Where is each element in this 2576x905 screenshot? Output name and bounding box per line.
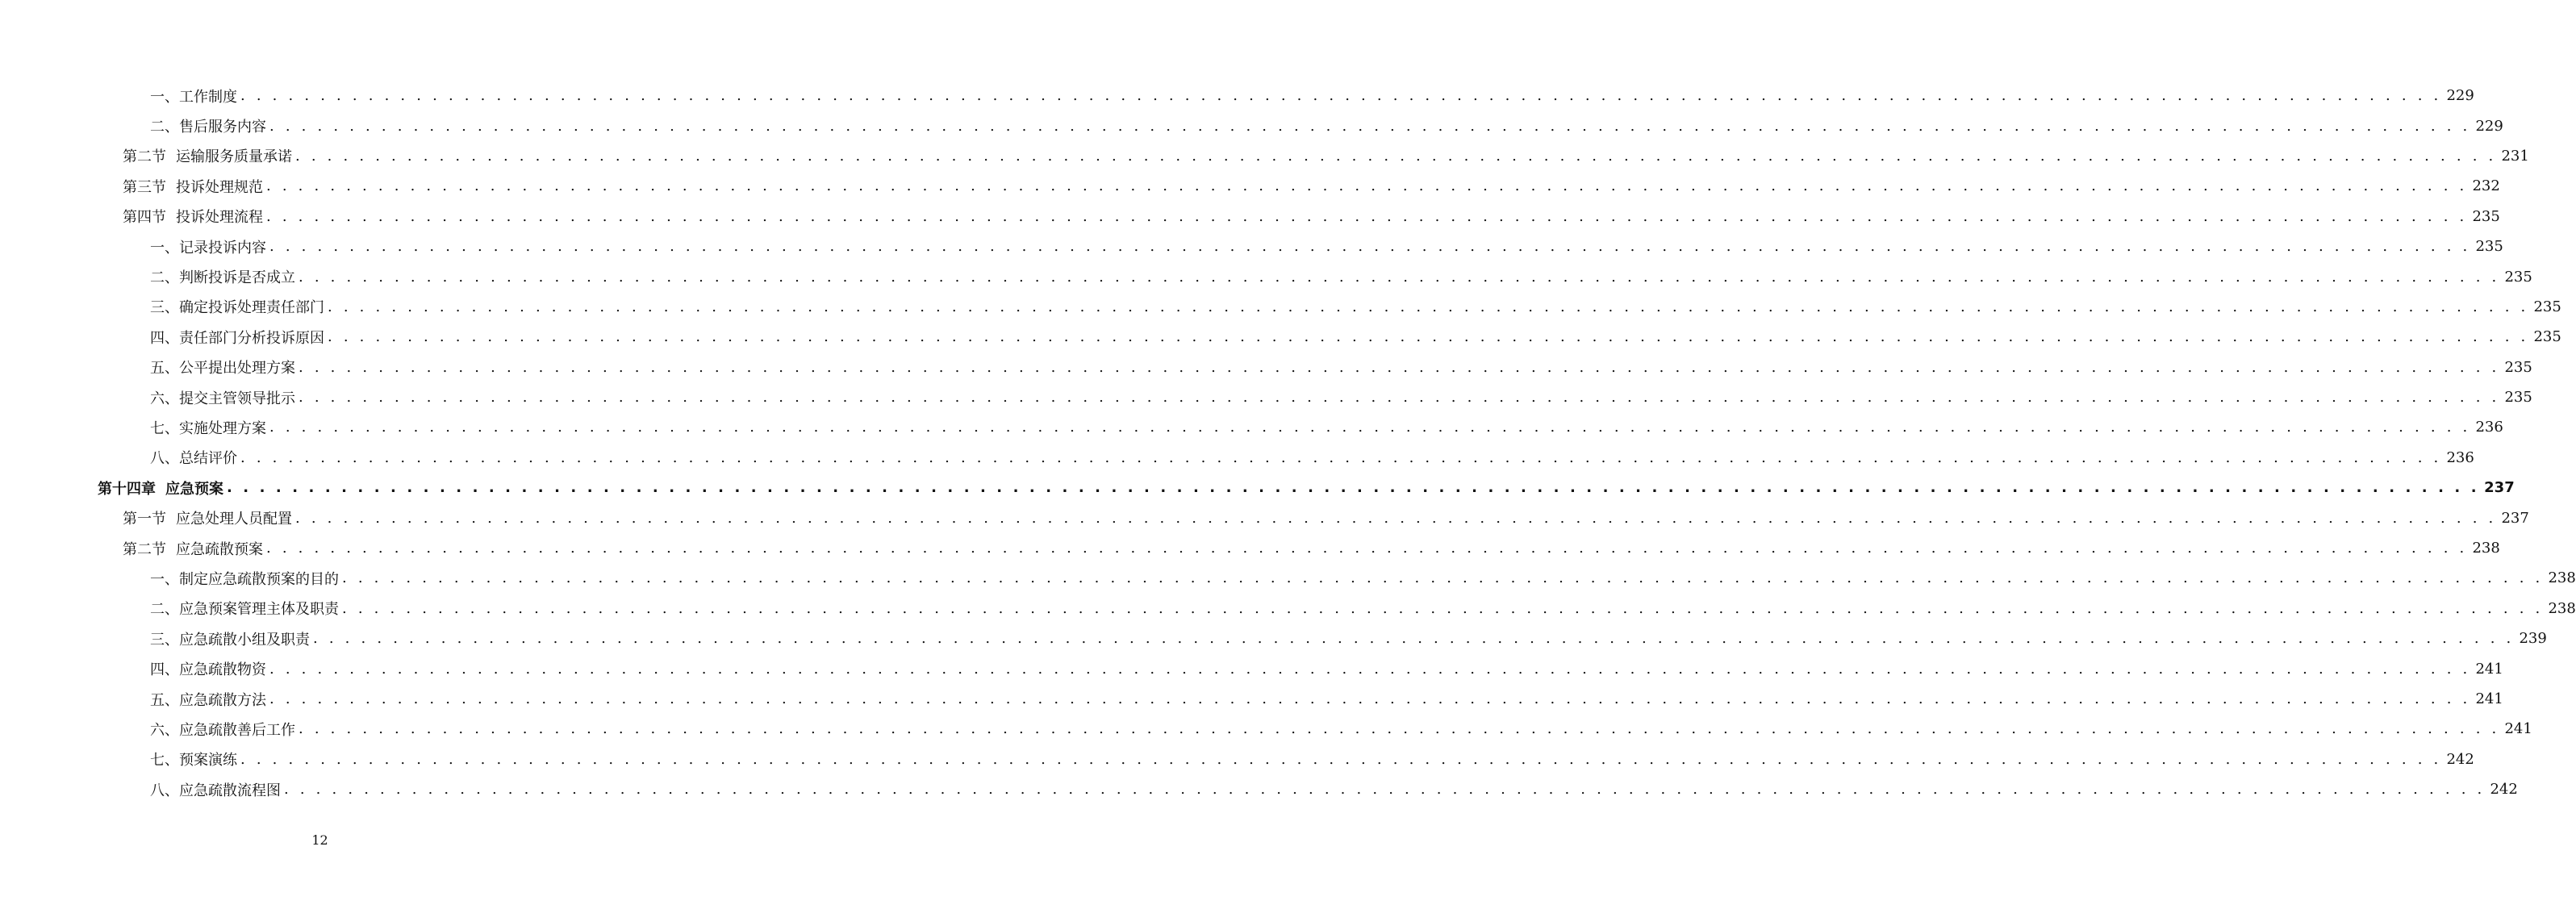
toc-entry-page: 235 (2504, 268, 2532, 286)
toc-entry-text: 六、提交主管领导批示 (150, 390, 295, 407)
toc-entry-item[interactable] (0, 653, 2503, 683)
toc-entry-page: 241 (2475, 690, 2503, 707)
dot-leader: . . . . . . . . . . . . . . . . . . . . . . . . . . . . . . . . . . . . . . . . . . . . . . . . . . . . . . . . . . . . . . . . . . . . . . . . . . . . . . . . . . . . . . . . . . . . . . . . . . . . . . . . . . . . . . . . . . . . . . . . . . . . . . . . . . . . . . . . . . (266, 540, 2468, 557)
toc-entry-title (150, 236, 266, 257)
toc-entry-title (150, 266, 295, 287)
toc-entry-page: 241 (2504, 720, 2532, 738)
dot-leader: . . . . . . . . . . . . . . . . . . . . . . . . . . . . . . . . . . . . . . . . . . . . . . . . . . . . . . . . . . . . . . . . . . . . . . . . . . . . . . . . . . . . . . . . . . . . . . . . . . . . . . . . . . . . . . . . . . . . . . . . . . . . . . . . . . . . . . . . . . (299, 358, 2500, 376)
toc-entry-label: 第二节 (123, 540, 166, 558)
toc-entry-title (123, 145, 292, 166)
toc-entry-page: 239 (2519, 630, 2547, 648)
dot-leader: . . . . . . . . . . . . . . . . . . . . . . . . . . . . . . . . . . . . . . . . . . . . . . . . . . . . . . . . . . . . . . . . . . . . . . . . . . . . . . . . . . . . . . . . . . . . . . . . . . . . . . . . . . . . . . . . . . . . . . . . . . . . . . . . . . . . . . . . . . (342, 569, 2544, 587)
toc-entry-title (150, 598, 339, 619)
toc-entry-title (98, 478, 223, 498)
toc-entry-title (150, 749, 237, 769)
dot-leader: . . . . . . . . . . . . . . . . . . . . . . . . . . . . . . . . . . . . . . . . . . . . . . . . . . . . . . . . . . . . . . . . . . . . . . . . . . . . . . . . . . . . . . . . . . . . . . . . . . . . . . . . . . . . . . . . . . . . . . . . . . . . . . . . . . . . . . . . . . (299, 720, 2500, 738)
toc-entry-page: 237 (2484, 479, 2515, 497)
toc-entry-title (123, 206, 263, 227)
toc-entry-text: 二、判断投诉是否成立 (150, 269, 295, 287)
toc-entry-section[interactable] (0, 141, 2529, 171)
dot-leader: . . . . . . . . . . . . . . . . . . . . . . . . . . . . . . . . . . . . . . . . . . . . . . . . . . . . . . . . . . . . . . . . . . . . . . . . . . . . . . . . . . . . . . . . . . . . . . . . . . . . . . . . . . . . . . . . . . . . . . . . . . . . . . . . . . . . . . . . . . (269, 238, 2471, 256)
toc-entry-text: 一、制定应急疏散预案的目的 (150, 570, 339, 588)
toc-entry-title (150, 568, 339, 589)
toc-entry-title (150, 447, 237, 468)
toc-entry-text: 七、实施处理方案 (150, 419, 266, 437)
toc-entry-text: 五、公平提出处理方案 (150, 360, 295, 377)
toc-entry-text: 四、责任部门分析投诉原因 (150, 329, 324, 347)
toc-entry-page: 232 (2472, 177, 2500, 195)
toc-entry-page: 237 (2501, 509, 2529, 527)
toc-entry-title (150, 357, 295, 377)
dot-leader: . . . . . . . . . . . . . . . . . . . . . . . . . . . . . . . . . . . . . . . . . . . . . . . . . . . . . . . . . . . . . . . . . . . . . . . . . . . . . . . . . . . . . . . . . . . . . . . . . . . . . . . . . . . . . . . . . . . . . . . . . . . . . . . . . . . . . . . . . . (266, 207, 2468, 225)
toc-entry-section[interactable] (0, 533, 2500, 563)
toc-entry-page: 231 (2501, 147, 2529, 165)
toc-entry-title (150, 417, 266, 438)
toc-entry-section[interactable] (0, 503, 2529, 532)
toc-entry-text: 一、记录投诉内容 (150, 239, 266, 256)
toc-entry-item[interactable] (0, 261, 2532, 291)
toc-entry-section[interactable] (0, 202, 2500, 231)
toc-entry-page: 235 (2504, 389, 2532, 407)
toc-entry-item[interactable] (0, 292, 2561, 322)
toc-entry-title (150, 115, 266, 136)
toc-entry-title (150, 689, 266, 710)
toc-entry-text: 五、应急疏散方法 (150, 691, 266, 709)
toc-entry-text: 投诉处理流程 (176, 209, 263, 227)
toc-entry-text: 三、应急疏散小组及职责 (150, 631, 310, 649)
dot-leader: . . . . . . . . . . . . . . . . . . . . . . . . . . . . . . . . . . . . . . . . . . . . . . . . . . . . . . . . . . . . . . . . . . . . . . . . . . . . . . . . . . . . . . . . . . . . . . . . . . . . . . . . . . . . . . . . . . . . . . . . . . . . . . . . . . . . . . . . . . (299, 389, 2500, 407)
toc-entry-page: 242 (2446, 750, 2474, 768)
toc-entry-text: 六、应急疏散善后工作 (150, 721, 295, 739)
dot-leader: . . . . . . . . . . . . . . . . . . . . . . . . . . . . . . . . . . . . . . . . . . . . . . . . . . . . . . . . . . . . . . . . . . . . . . . . . . . . . . . . . . . . . . . . . . . . . . . . . . . . . . . . . . . . . . . . . . . . . . . . . . . . . . . . . . . . . . . . . . (284, 781, 2486, 799)
page-number: 12 (311, 832, 328, 848)
dot-leader: . . . . . . . . . . . . . . . . . . . . . . . . . . . . . . . . . . . . . . . . . . . . . . . . . . . . . . . . . . . . . . . . . . . . . . . . . . . . . . . . . . . . . . . . . . . . . . . . . . . . . . . . . . . . . . . . . . . . . . . . . . . . . . . . . . . . . . . . . . (328, 298, 2529, 315)
toc-entry-title (150, 628, 310, 649)
toc-entry-text: 应急处理人员配置 (176, 511, 292, 528)
dot-leader: . . . . . . . . . . . . . . . . . . . . . . . . . . . . . . . . . . . . . . . . . . . . . . . . . . . . . . . . . . . . . . . . . . . . . . . . . . . . . . . . . . . . . . . . . . . . . . . . . . . . . . . . . . . . . . . . . . . . . . . . . . . . . . . . . . . . . . . . . . (313, 630, 2515, 648)
toc-entry-title (150, 779, 281, 800)
toc-entry-title (150, 85, 237, 106)
toc-entry-item[interactable] (0, 594, 2576, 623)
toc-entry-item[interactable] (0, 352, 2532, 382)
toc-entry-page: 241 (2475, 660, 2503, 678)
toc-entry-page: 235 (2533, 328, 2561, 346)
dot-leader: . . . . . . . . . . . . . . . . . . . . . . . . . . . . . . . . . . . . . . . . . . . . . . . . . . . . . . . . . . . . . . . . . . . . . . . . . . . . . . . . . . . . . . . . . . . . . . . . . . . . . . . . . . . . . . . . . . . . . . . . . . . . . . . . . . . . . . . . . . (269, 419, 2471, 436)
toc-entry-item[interactable] (0, 111, 2503, 140)
dot-leader: . . . . . . . . . . . . . . . . . . . . . . . . . . . . . . . . . . . . . . . . . . . . . . . . . . . . . . . . . . . . . . . . . . . . . . . . . . . . . . . . . . . . . . . . . . . . . . . . . . . . . . . . . . . . . . . . . . . . . . . . . . . . . . . . . . . . . . . . . . (328, 328, 2529, 346)
toc-entry-text: 八、总结评价 (150, 450, 237, 468)
toc-entry-text: 一、工作制度 (150, 88, 237, 106)
toc-entry-text: 运输服务质量承诺 (176, 148, 292, 166)
toc-entry-label: 第四节 (123, 209, 166, 227)
toc-entry-chapter[interactable] (0, 473, 2515, 503)
toc-entry-page: 238 (2472, 540, 2500, 557)
toc-entry-item[interactable] (0, 623, 2547, 653)
toc-entry-title (123, 538, 263, 559)
toc-entry-page: 229 (2475, 117, 2503, 135)
toc-entry-label: 第十四章 (98, 480, 156, 498)
toc-entry-text: 四、应急疏散物资 (150, 661, 266, 679)
table-of-contents (0, 81, 2576, 804)
toc-entry-text: 七、预案演练 (150, 752, 237, 769)
toc-entry-label: 第一节 (123, 511, 166, 528)
toc-entry-section[interactable] (0, 171, 2500, 201)
toc-entry-text: 投诉处理规范 (176, 178, 263, 196)
toc-entry-title (150, 658, 266, 679)
toc-entry-text: 应急疏散预案 (176, 540, 263, 558)
toc-entry-item[interactable] (0, 684, 2503, 714)
toc-entry-page: 229 (2446, 87, 2474, 105)
dot-leader: . . . . . . . . . . . . . . . . . . . . . . . . . . . . . . . . . . . . . . . . . . . . . . . . . . . . . . . . . . . . . . . . . . . . . . . . . . . . . . . . . . . . . . . . . . . . . . . . . . . . . . . . . . . . . . . . . . . . . . . . . . . . . . . . . . . . . . . . . . (227, 479, 2480, 497)
toc-entry-label: 第二节 (123, 148, 166, 166)
toc-entry-page: 235 (2533, 298, 2561, 315)
toc-entry-item[interactable] (0, 382, 2532, 412)
toc-entry-item[interactable] (0, 81, 2474, 111)
toc-entry-text: 应急预案 (165, 480, 223, 498)
dot-leader: . . . . . . . . . . . . . . . . . . . . . . . . . . . . . . . . . . . . . . . . . . . . . . . . . . . . . . . . . . . . . . . . . . . . . . . . . . . . . . . . . . . . . . . . . . . . . . . . . . . . . . . . . . . . . . . . . . . . . . . . . . . . . . . . . . . . . . . . . . (240, 87, 2442, 105)
dot-leader: . . . . . . . . . . . . . . . . . . . . . . . . . . . . . . . . . . . . . . . . . . . . . . . . . . . . . . . . . . . . . . . . . . . . . . . . . . . . . . . . . . . . . . . . . . . . . . . . . . . . . . . . . . . . . . . . . . . . . . . . . . . . . . . . . . . . . . . . . . (266, 177, 2468, 195)
toc-entry-page: 235 (2472, 207, 2500, 225)
toc-entry-page: 236 (2446, 448, 2474, 466)
dot-leader: . . . . . . . . . . . . . . . . . . . . . . . . . . . . . . . . . . . . . . . . . . . . . . . . . . . . . . . . . . . . . . . . . . . . . . . . . . . . . . . . . . . . . . . . . . . . . . . . . . . . . . . . . . . . . . . . . . . . . . . . . . . . . . . . . . . . . . . . . . (269, 690, 2471, 707)
toc-entry-item[interactable] (0, 412, 2503, 442)
toc-entry-page: 235 (2504, 358, 2532, 376)
toc-entry-page: 242 (2490, 781, 2518, 799)
toc-entry-title (150, 327, 324, 348)
dot-leader: . . . . . . . . . . . . . . . . . . . . . . . . . . . . . . . . . . . . . . . . . . . . . . . . . . . . . . . . . . . . . . . . . . . . . . . . . . . . . . . . . . . . . . . . . . . . . . . . . . . . . . . . . . . . . . . . . . . . . . . . . . . . . . . . . . . . . . . . . . (269, 660, 2471, 678)
toc-entry-title (150, 387, 295, 408)
toc-entry-title (123, 507, 292, 528)
toc-entry-item[interactable] (0, 744, 2474, 774)
toc-entry-item[interactable] (0, 322, 2561, 352)
dot-leader: . . . . . . . . . . . . . . . . . . . . . . . . . . . . . . . . . . . . . . . . . . . . . . . . . . . . . . . . . . . . . . . . . . . . . . . . . . . . . . . . . . . . . . . . . . . . . . . . . . . . . . . . . . . . . . . . . . . . . . . . . . . . . . . . . . . . . . . . . . (299, 268, 2500, 286)
toc-entry-page: 236 (2475, 419, 2503, 436)
toc-entry-page: 235 (2475, 238, 2503, 256)
toc-entry-text: 二、应急预案管理主体及职责 (150, 601, 339, 619)
toc-entry-text: 二、售后服务内容 (150, 119, 266, 136)
toc-entry-page: 238 (2548, 599, 2576, 617)
dot-leader: . . . . . . . . . . . . . . . . . . . . . . . . . . . . . . . . . . . . . . . . . . . . . . . . . . . . . . . . . . . . . . . . . . . . . . . . . . . . . . . . . . . . . . . . . . . . . . . . . . . . . . . . . . . . . . . . . . . . . . . . . . . . . . . . . . . . . . . . . . (295, 509, 2497, 527)
toc-entry-item[interactable] (0, 443, 2474, 473)
toc-entry-text: 三、确定投诉处理责任部门 (150, 299, 324, 317)
toc-entry-title (123, 176, 263, 197)
toc-entry-title (150, 719, 295, 740)
dot-leader: . . . . . . . . . . . . . . . . . . . . . . . . . . . . . . . . . . . . . . . . . . . . . . . . . . . . . . . . . . . . . . . . . . . . . . . . . . . . . . . . . . . . . . . . . . . . . . . . . . . . . . . . . . . . . . . . . . . . . . . . . . . . . . . . . . . . . . . . . . (295, 147, 2497, 165)
toc-entry-item[interactable] (0, 714, 2532, 744)
toc-entry-label: 第三节 (123, 178, 166, 196)
toc-entry-item[interactable] (0, 563, 2576, 593)
toc-entry-item[interactable] (0, 231, 2503, 261)
dot-leader: . . . . . . . . . . . . . . . . . . . . . . . . . . . . . . . . . . . . . . . . . . . . . . . . . . . . . . . . . . . . . . . . . . . . . . . . . . . . . . . . . . . . . . . . . . . . . . . . . . . . . . . . . . . . . . . . . . . . . . . . . . . . . . . . . . . . . . . . . . (269, 117, 2471, 135)
dot-leader: . . . . . . . . . . . . . . . . . . . . . . . . . . . . . . . . . . . . . . . . . . . . . . . . . . . . . . . . . . . . . . . . . . . . . . . . . . . . . . . . . . . . . . . . . . . . . . . . . . . . . . . . . . . . . . . . . . . . . . . . . . . . . . . . . . . . . . . . . . (342, 599, 2544, 617)
toc-entry-text: 八、应急疏散流程图 (150, 782, 281, 799)
toc-entry-page: 238 (2548, 569, 2576, 587)
toc-entry-title (150, 296, 324, 317)
toc-entry-item[interactable] (0, 774, 2518, 804)
dot-leader: . . . . . . . . . . . . . . . . . . . . . . . . . . . . . . . . . . . . . . . . . . . . . . . . . . . . . . . . . . . . . . . . . . . . . . . . . . . . . . . . . . . . . . . . . . . . . . . . . . . . . . . . . . . . . . . . . . . . . . . . . . . . . . . . . . . . . . . . . . (240, 448, 2442, 466)
dot-leader: . . . . . . . . . . . . . . . . . . . . . . . . . . . . . . . . . . . . . . . . . . . . . . . . . . . . . . . . . . . . . . . . . . . . . . . . . . . . . . . . . . . . . . . . . . . . . . . . . . . . . . . . . . . . . . . . . . . . . . . . . . . . . . . . . . . . . . . . . . (240, 750, 2442, 768)
